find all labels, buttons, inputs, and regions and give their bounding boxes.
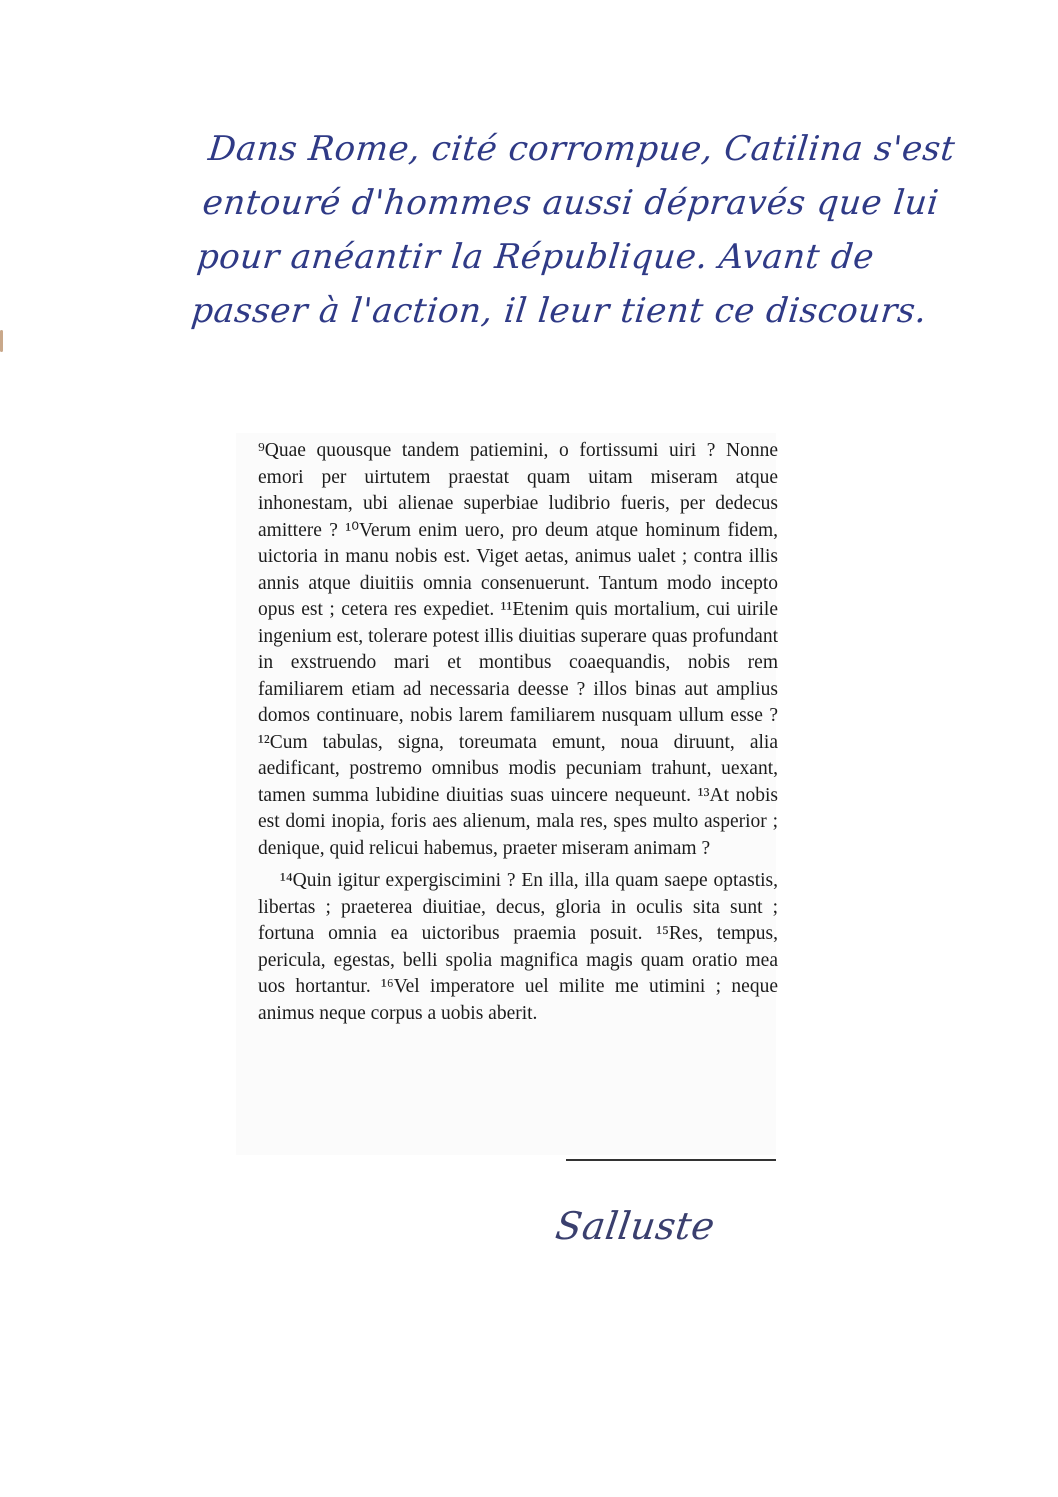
latin-paragraph-2: ¹⁴Quin igitur expergiscimini ? En illa, illa quam saepe optastis, libertas ; praeterea diuitiae, decus, gloria in oculis sita sunt ; fortuna omnia ea uictoribus praemia posuit. ¹⁵Res, tempus, pericula, egestas, belli spolia magnifica magis quam oratio mea uos hortantur. ¹⁶Vel imperatore uel milite me utimini ; neque animus neque corpus a uobis aberit.: [258, 870, 778, 1024]
page-speck: [0, 330, 3, 352]
handwritten-signature: Salluste: [552, 1204, 718, 1248]
horizontal-rule: [566, 1159, 776, 1161]
handwritten-intro: Dans Rome, cité corrompue, Catilina s'est entouré d'hommes aussi dépravés que lui pour anéantir la République. Avant de passer à l'action, il leur tient ce discours.: [189, 129, 958, 331]
latin-paragraph-1: ⁹Quae quousque tandem patiemini, o fortissumi uiri ? Nonne emori per uirtutem praestat quam uitam miseram atque inhonestam, ubi alienae superbiae ludibrio fueris, per dedecus amittere ? ¹⁰Verum enim uero, pro deum atque hominum fidem, uictoria in manu nobis est. Viget aetas, animus ualet ; contra illis annis atque diuitiis omnia consenuerunt. Tantum modo incepto opus est ; cetera res expediet. ¹¹Etenim quis mortalium, cui uirile ingenium est, tolerare potest illis diuitias superare quas profundant in exstruendo mari et montibus coaequandis, nobis rem familiarem etiam ad necessaria deesse ? illos binas aut amplius domos continuare, nobis larem familiarem nusquam ullum esse ? ¹²Cum tabulas, signa, toreumata emunt, noua diruunt, alia aedificant, postremo omnibus modis pecuniam trahunt, uexant, tamen summa lubidine diuitias suas uincere nequeunt. ¹³At nobis est domi inopia, foris aes alienum, mala res, spes multo asperior ; denique, quid relicui habemus, praeter miseram animam ?: [258, 440, 778, 859]
printed-latin-excerpt: [258, 438, 778, 1027]
